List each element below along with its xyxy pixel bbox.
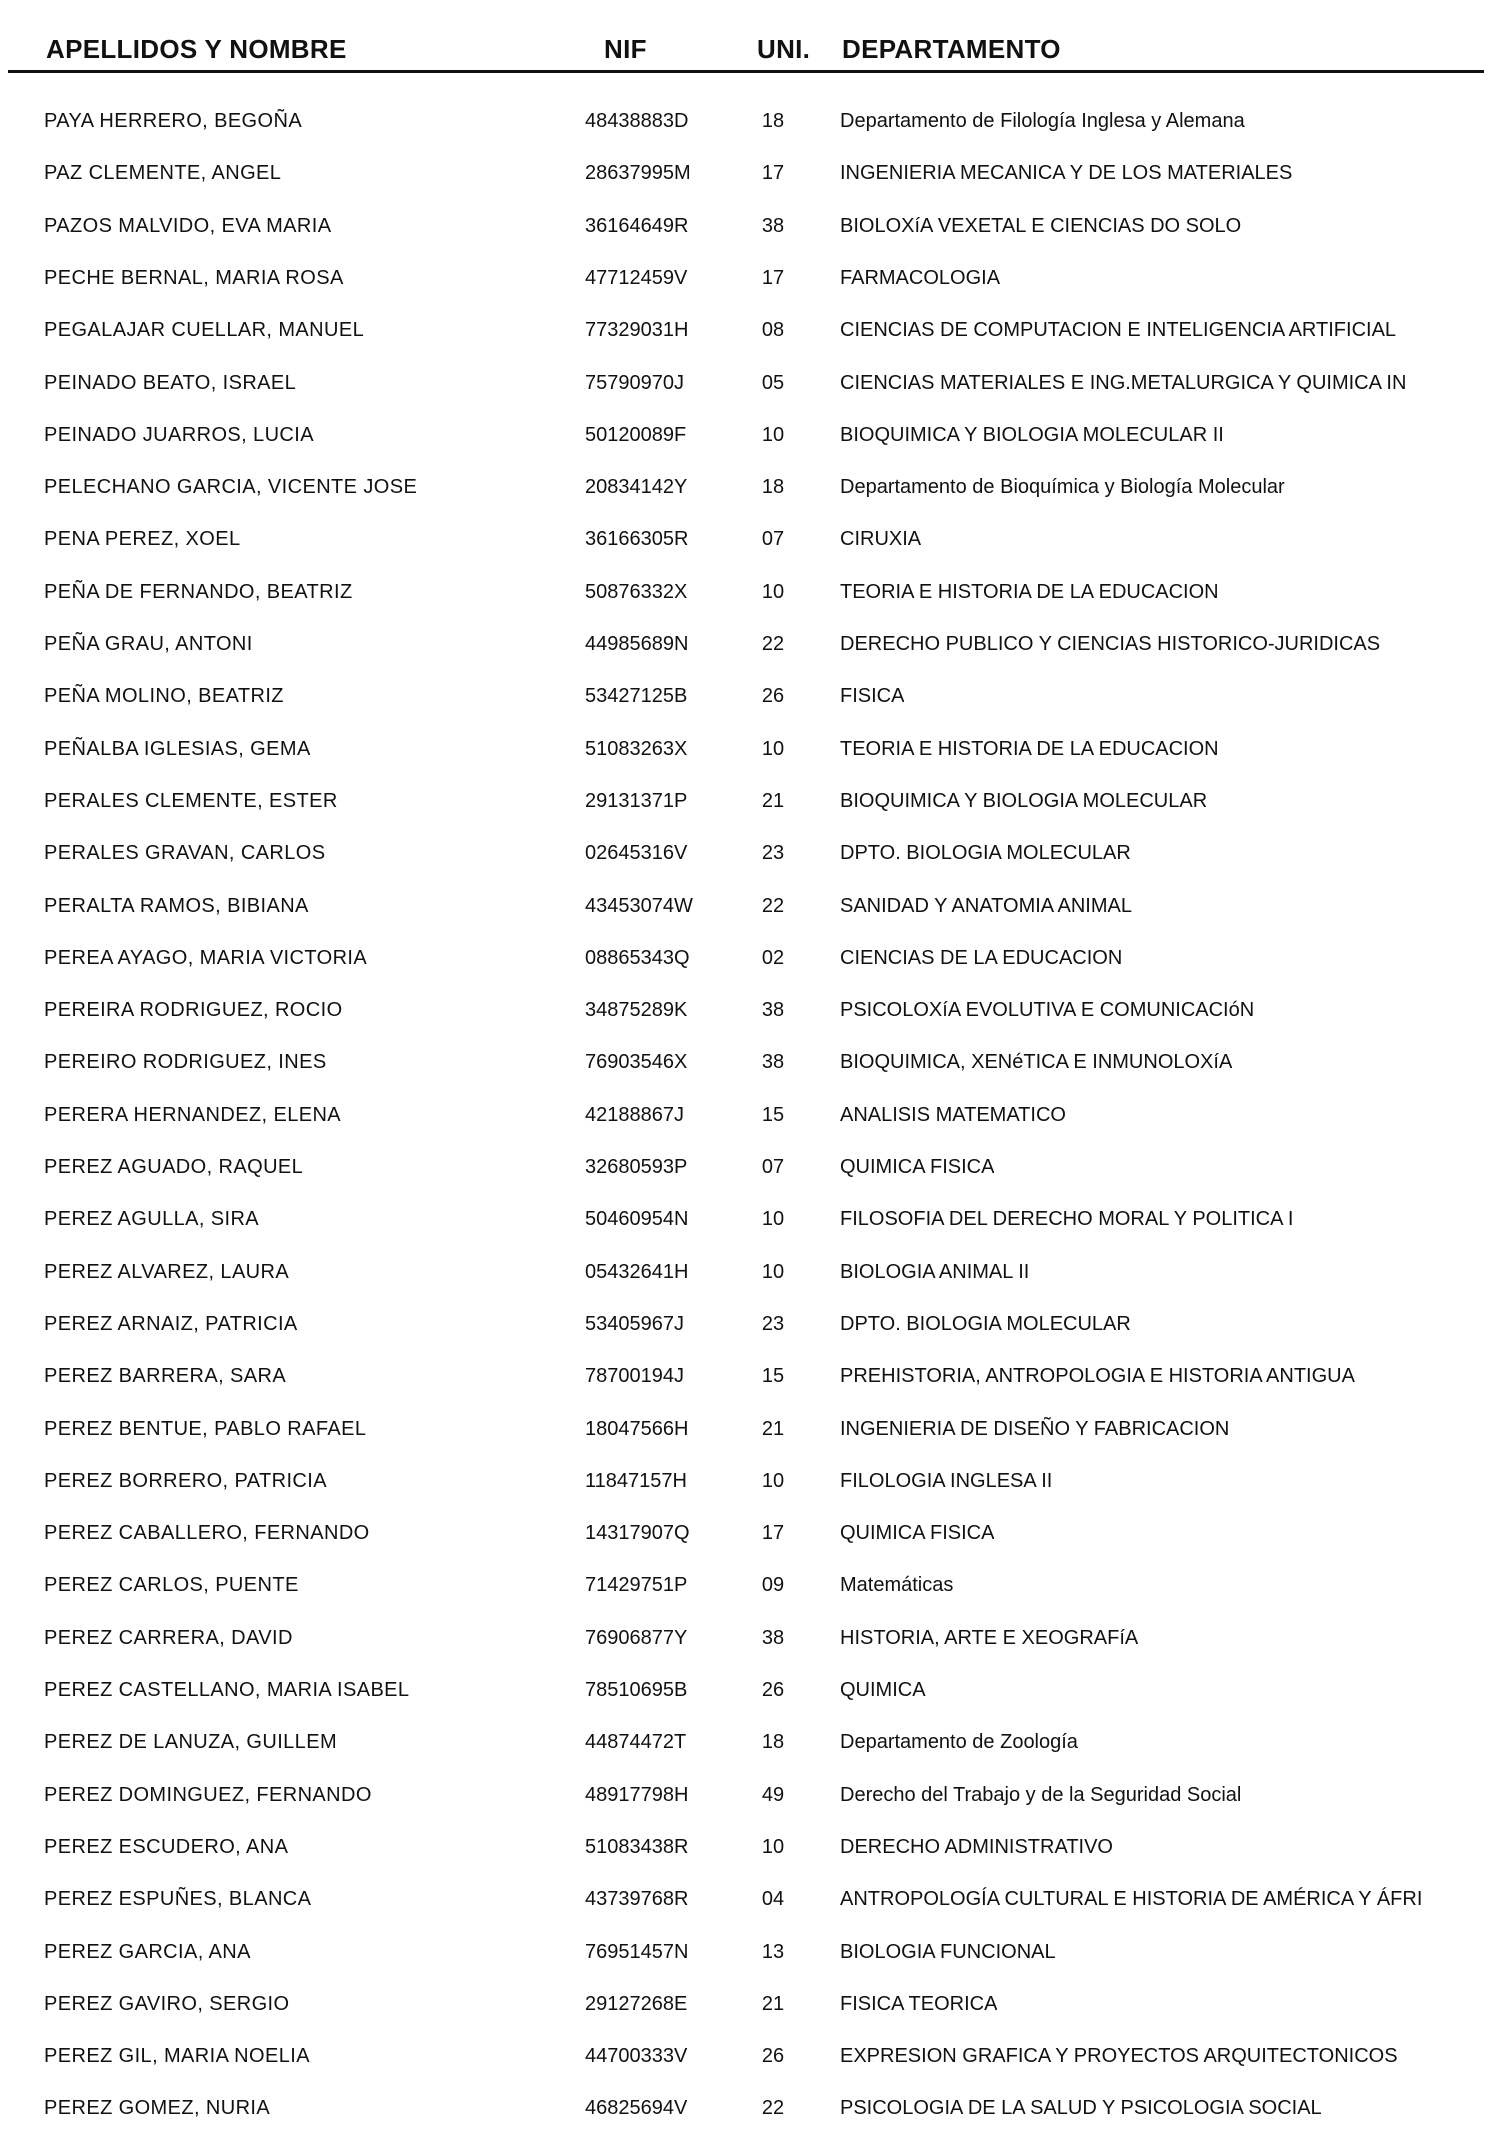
table-row xyxy=(0,208,1500,260)
table-row xyxy=(0,1097,1500,1149)
table-row xyxy=(0,888,1500,940)
cell-name: PEREZ BENTUE, PABLO RAFAEL xyxy=(44,1417,367,1440)
cell-uni: 15 xyxy=(761,1365,785,1388)
cell-department: CIENCIAS DE LA EDUCACION xyxy=(840,946,1123,969)
cell-name: PERERA HERNANDEZ, ELENA xyxy=(44,1103,342,1126)
cell-department: BIOLOGIA ANIMAL II xyxy=(840,1260,1030,1283)
cell-nif: 78700194J xyxy=(585,1365,684,1388)
cell-name: PEREZ AGULLA, SIRA xyxy=(44,1208,260,1231)
cell-name: PAZOS MALVIDO, EVA MARIA xyxy=(44,214,332,237)
cell-nif: 50876332X xyxy=(585,580,688,603)
cell-uni: 23 xyxy=(761,1312,785,1335)
cell-uni: 10 xyxy=(761,580,785,603)
cell-uni: 22 xyxy=(761,894,785,917)
table-row xyxy=(0,574,1500,626)
cell-name: PEGALAJAR CUELLAR, MANUEL xyxy=(44,319,365,342)
cell-nif: 44874472T xyxy=(585,1731,687,1754)
cell-nif: 71429751P xyxy=(585,1574,688,1597)
header-divider xyxy=(8,70,1484,73)
cell-nif: 53427125B xyxy=(585,685,688,708)
cell-department: FILOLOGIA INGLESA II xyxy=(840,1469,1053,1492)
cell-name: PEREZ BORRERO, PATRICIA xyxy=(44,1469,327,1492)
cell-nif: 78510695B xyxy=(585,1679,688,1701)
cell-uni: 09 xyxy=(761,1574,785,1597)
cell-name: PEREZ ESPUÑES, BLANCA xyxy=(44,1888,312,1911)
cell-uni: 26 xyxy=(761,685,785,708)
cell-department: BIOQUIMICA Y BIOLOGIA MOLECULAR xyxy=(840,789,1208,812)
table-row xyxy=(0,469,1500,521)
cell-department: TEORIA E HISTORIA DE LA EDUCACION xyxy=(840,737,1219,760)
table-row xyxy=(0,731,1500,783)
table-row xyxy=(0,2038,1500,2090)
cell-uni: 18 xyxy=(761,110,785,132)
cell-name: PEÑALBA IGLESIAS, GEMA xyxy=(44,737,311,760)
cell-uni: 17 xyxy=(761,162,785,185)
cell-nif: 42188867J xyxy=(585,1103,684,1126)
cell-name: PEREZ DE LANUZA, GUILLEM xyxy=(44,1731,337,1754)
table-row xyxy=(0,1986,1500,2038)
column-header-department: DEPARTAMENTO xyxy=(842,34,1061,64)
cell-name: PEREZ GOMEZ, NURIA xyxy=(44,2097,271,2120)
cell-uni: 02 xyxy=(761,946,785,969)
cell-name: PEREZ CASTELLANO, MARIA ISABEL xyxy=(44,1679,410,1701)
cell-name: PELECHANO GARCIA, VICENTE JOSE xyxy=(44,476,418,499)
cell-department: Derecho del Trabajo y de la Seguridad Social xyxy=(840,1783,1242,1806)
cell-uni: 38 xyxy=(761,214,785,237)
cell-uni: 38 xyxy=(761,999,785,1022)
cell-nif: 48438883D xyxy=(585,110,689,132)
table-row xyxy=(0,992,1500,1044)
cell-nif: 46825694V xyxy=(585,2097,688,2120)
cell-nif: 14317907Q xyxy=(585,1522,690,1545)
cell-uni: 17 xyxy=(761,1522,785,1545)
table-row xyxy=(0,155,1500,207)
cell-name: PERALTA RAMOS, BIBIANA xyxy=(44,894,309,917)
cell-nif: 50460954N xyxy=(585,1208,689,1231)
cell-name: PEÑA GRAU, ANTONI xyxy=(44,633,253,655)
cell-uni: 10 xyxy=(761,1260,785,1283)
table-row xyxy=(0,1411,1500,1463)
cell-nif: 43739768R xyxy=(585,1888,689,1911)
cell-uni: 18 xyxy=(761,476,785,499)
cell-name: PEREZ DOMINGUEZ, FERNANDO xyxy=(44,1783,372,1806)
cell-uni: 21 xyxy=(761,1992,785,2015)
cell-nif: 44985689N xyxy=(585,633,689,655)
cell-name: PEREIRO RODRIGUEZ, INES xyxy=(44,1051,327,1074)
cell-name: PEREZ CABALLERO, FERNANDO xyxy=(44,1522,370,1545)
cell-department: ANTROPOLOGÍA CULTURAL E HISTORIA DE AMÉRICA Y ÁFRI xyxy=(840,1888,1423,1911)
cell-uni: 05 xyxy=(761,371,785,394)
table-row xyxy=(0,835,1500,887)
cell-name: PEREZ AGUADO, RAQUEL xyxy=(44,1156,304,1178)
cell-name: PEREIRA RODRIGUEZ, ROCIO xyxy=(44,999,343,1022)
table-row xyxy=(0,1463,1500,1515)
table-row xyxy=(0,1777,1500,1829)
cell-department: EXPRESION GRAFICA Y PROYECTOS ARQUITECTONICOS xyxy=(840,2045,1398,2068)
cell-uni: 23 xyxy=(761,842,785,865)
cell-nif: 50120089F xyxy=(585,423,687,446)
table-row xyxy=(0,1934,1500,1986)
table-row xyxy=(0,1881,1500,1933)
table-row xyxy=(0,312,1500,364)
cell-name: PEREZ BARRERA, SARA xyxy=(44,1365,287,1388)
table-row xyxy=(0,1724,1500,1776)
cell-department: SANIDAD Y ANATOMIA ANIMAL xyxy=(840,894,1132,917)
column-header-nif: NIF xyxy=(604,34,647,64)
cell-nif: 75790970J xyxy=(585,371,684,394)
cell-department: QUIMICA xyxy=(840,1679,926,1701)
table-row xyxy=(0,1515,1500,1567)
cell-uni: 07 xyxy=(761,528,785,551)
cell-uni: 13 xyxy=(761,1940,785,1963)
column-header-uni: UNI. xyxy=(757,34,811,64)
table-row xyxy=(0,940,1500,992)
table-row xyxy=(0,626,1500,678)
cell-nif: 76906877Y xyxy=(585,1626,688,1649)
table-row xyxy=(0,1306,1500,1358)
cell-department: BIOQUIMICA, XENéTICA E INMUNOLOXíA xyxy=(840,1051,1233,1074)
table-row xyxy=(0,1672,1500,1724)
cell-department: Departamento de Filología Inglesa y Alemana xyxy=(840,110,1245,132)
cell-nif: 29131371P xyxy=(585,789,688,812)
cell-department: DPTO. BIOLOGIA MOLECULAR xyxy=(840,1312,1131,1335)
cell-nif: 34875289K xyxy=(585,999,688,1022)
cell-uni: 21 xyxy=(761,1417,785,1440)
cell-department: PSICOLOXíA EVOLUTIVA E COMUNICACIóN xyxy=(840,999,1255,1022)
table-row xyxy=(0,1829,1500,1881)
cell-nif: 53405967J xyxy=(585,1312,684,1335)
cell-nif: 29127268E xyxy=(585,1992,688,2015)
cell-name: PEREZ ESCUDERO, ANA xyxy=(44,1835,289,1858)
cell-department: CIRUXIA xyxy=(840,528,922,551)
cell-name: PEREA AYAGO, MARIA VICTORIA xyxy=(44,946,368,969)
cell-nif: 76903546X xyxy=(585,1051,688,1074)
cell-name: PEREZ ALVAREZ, LAURA xyxy=(44,1260,290,1283)
table-row xyxy=(0,365,1500,417)
cell-department: Departamento de Bioquímica y Biología Molecular xyxy=(840,476,1285,499)
cell-nif: 48917798H xyxy=(585,1783,689,1806)
cell-uni: 08 xyxy=(761,319,785,342)
cell-department: BIOLOGIA FUNCIONAL xyxy=(840,1940,1056,1963)
cell-department: Matemáticas xyxy=(840,1574,954,1597)
table-row xyxy=(0,1044,1500,1096)
table-row xyxy=(0,1567,1500,1619)
table-row xyxy=(0,2090,1500,2142)
cell-nif: 77329031H xyxy=(585,319,689,342)
cell-department: PSICOLOGIA DE LA SALUD Y PSICOLOGIA SOCIAL xyxy=(840,2097,1322,2120)
cell-name: PAZ CLEMENTE, ANGEL xyxy=(44,162,282,185)
cell-name: PERALES GRAVAN, CARLOS xyxy=(44,842,326,865)
cell-department: DPTO. BIOLOGIA MOLECULAR xyxy=(840,842,1131,865)
cell-department: ANALISIS MATEMATICO xyxy=(840,1103,1066,1126)
cell-uni: 10 xyxy=(761,1208,785,1231)
cell-department: FARMACOLOGIA xyxy=(840,266,1001,289)
cell-name: PEREZ GAVIRO, SERGIO xyxy=(44,1992,290,2015)
cell-department: DERECHO PUBLICO Y CIENCIAS HISTORICO-JURIDICAS xyxy=(840,633,1381,655)
cell-nif: 76951457N xyxy=(585,1940,689,1963)
cell-uni: 18 xyxy=(761,1731,785,1754)
cell-department: TEORIA E HISTORIA DE LA EDUCACION xyxy=(840,580,1219,603)
table-row xyxy=(0,1358,1500,1410)
table-row xyxy=(0,103,1500,155)
cell-name: PEREZ CARLOS, PUENTE xyxy=(44,1574,299,1597)
cell-uni: 26 xyxy=(761,2045,785,2068)
cell-nif: 11847157H xyxy=(585,1469,687,1492)
cell-name: PEREZ GARCIA, ANA xyxy=(44,1940,251,1963)
cell-department: FISICA xyxy=(840,685,905,708)
cell-uni: 38 xyxy=(761,1626,785,1649)
cell-uni: 21 xyxy=(761,789,785,812)
cell-name: PEINADO BEATO, ISRAEL xyxy=(44,371,297,394)
cell-nif: 18047566H xyxy=(585,1417,689,1440)
cell-nif: 28637995M xyxy=(585,162,691,185)
cell-nif: 36166305R xyxy=(585,528,689,551)
cell-department: BIOLOXíA VEXETAL E CIENCIAS DO SOLO xyxy=(840,214,1242,237)
table-row xyxy=(0,1201,1500,1253)
cell-department: FILOSOFIA DEL DERECHO MORAL Y POLITICA I xyxy=(840,1208,1294,1231)
cell-name: PEREZ CARRERA, DAVID xyxy=(44,1626,293,1649)
cell-nif: 43453074W xyxy=(585,894,693,917)
table-row xyxy=(0,1254,1500,1306)
cell-uni: 10 xyxy=(761,1469,785,1492)
cell-department: Departamento de Zoología xyxy=(840,1731,1078,1754)
cell-name: PENA PEREZ, XOEL xyxy=(44,528,241,551)
cell-nif: 44700333V xyxy=(585,2045,688,2068)
cell-name: PECHE BERNAL, MARIA ROSA xyxy=(44,266,344,289)
table-row xyxy=(0,1620,1500,1672)
cell-nif: 02645316V xyxy=(585,842,688,865)
cell-nif: 51083438R xyxy=(585,1835,689,1858)
cell-name: PERALES CLEMENTE, ESTER xyxy=(44,789,338,812)
cell-uni: 49 xyxy=(761,1783,785,1806)
table-row xyxy=(0,521,1500,573)
cell-department: QUIMICA FISICA xyxy=(840,1522,995,1545)
cell-department: FISICA TEORICA xyxy=(840,1992,998,2015)
cell-nif: 47712459V xyxy=(585,266,688,289)
table-row xyxy=(0,783,1500,835)
table-row xyxy=(0,260,1500,312)
cell-nif: 32680593P xyxy=(585,1156,688,1178)
cell-name: PAYA HERRERO, BEGOÑA xyxy=(44,110,303,132)
cell-uni: 26 xyxy=(761,1679,785,1701)
cell-nif: 20834142Y xyxy=(585,476,688,499)
cell-department: BIOQUIMICA Y BIOLOGIA MOLECULAR II xyxy=(840,423,1224,446)
cell-department: CIENCIAS DE COMPUTACION E INTELIGENCIA ARTIFICIAL xyxy=(840,319,1397,342)
table-header xyxy=(0,0,1500,74)
table-row xyxy=(0,417,1500,469)
cell-department: INGENIERIA DE DISEÑO Y FABRICACION xyxy=(840,1417,1230,1440)
cell-uni: 07 xyxy=(761,1156,785,1178)
cell-uni: 10 xyxy=(761,423,785,446)
table-row xyxy=(0,678,1500,730)
cell-uni: 04 xyxy=(761,1888,785,1911)
cell-department: CIENCIAS MATERIALES E ING.METALURGICA Y QUIMICA IN xyxy=(840,371,1407,394)
cell-department: INGENIERIA MECANICA Y DE LOS MATERIALES xyxy=(840,162,1293,185)
cell-nif: 36164649R xyxy=(585,214,689,237)
cell-uni: 15 xyxy=(761,1103,785,1126)
cell-nif: 08865343Q xyxy=(585,946,690,969)
cell-nif: 05432641H xyxy=(585,1260,689,1283)
cell-name: PEREZ GIL, MARIA NOELIA xyxy=(44,2045,310,2068)
cell-name: PEINADO JUARROS, LUCIA xyxy=(44,423,314,446)
cell-department: PREHISTORIA, ANTROPOLOGIA E HISTORIA ANTIGUA xyxy=(840,1365,1355,1388)
cell-department: QUIMICA FISICA xyxy=(840,1156,995,1178)
cell-uni: 17 xyxy=(761,266,785,289)
cell-uni: 22 xyxy=(761,633,785,655)
cell-name: PEREZ ARNAIZ, PATRICIA xyxy=(44,1312,298,1335)
cell-department: HISTORIA, ARTE E XEOGRAFíA xyxy=(840,1626,1139,1649)
cell-uni: 10 xyxy=(761,737,785,760)
cell-uni: 38 xyxy=(761,1051,785,1074)
column-header-name: APELLIDOS Y NOMBRE xyxy=(46,34,347,64)
cell-nif: 51083263X xyxy=(585,737,688,760)
cell-uni: 10 xyxy=(761,1835,785,1858)
cell-department: DERECHO ADMINISTRATIVO xyxy=(840,1835,1113,1858)
cell-name: PEÑA DE FERNANDO, BEATRIZ xyxy=(44,580,353,603)
cell-name: PEÑA MOLINO, BEATRIZ xyxy=(44,685,284,708)
cell-uni: 22 xyxy=(761,2097,785,2120)
table-row xyxy=(0,1149,1500,1201)
